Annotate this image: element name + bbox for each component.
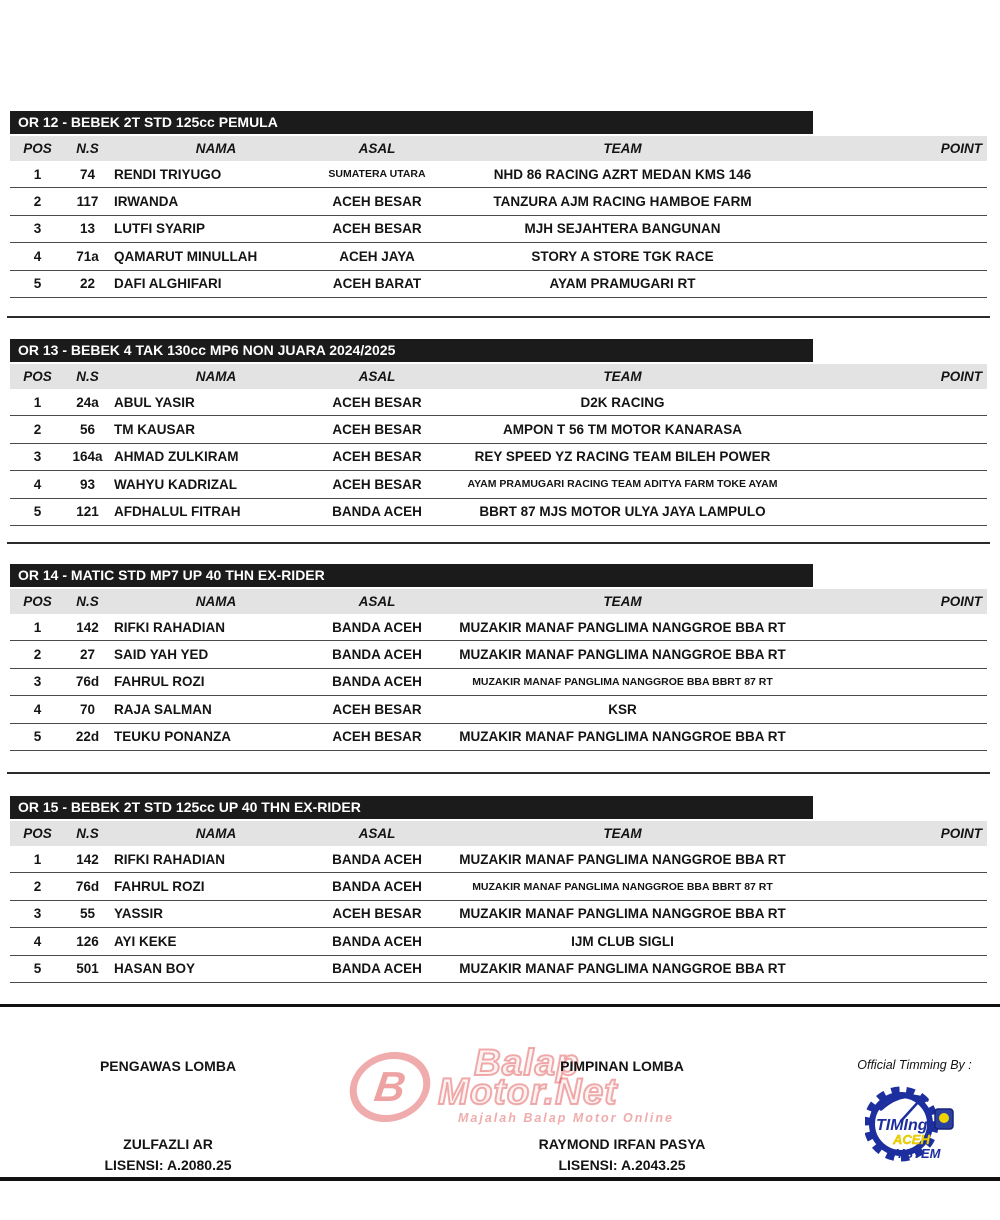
table-row: [10, 614, 987, 641]
watermark-b-icon: B: [345, 1052, 435, 1122]
nama-cell: TM KAUSAR: [114, 422, 195, 438]
svg-text:SYSTEM: SYSTEM: [887, 1146, 941, 1161]
asal-cell: ACEH BESAR: [332, 449, 422, 465]
ns-cell: 13: [79, 221, 96, 237]
nama-cell: RIFKI RAHADIAN: [114, 851, 225, 867]
col-header-nama: NAMA: [195, 141, 237, 156]
asal-cell: ACEH JAYA: [339, 248, 415, 264]
asal-cell: BANDA ACEH: [332, 879, 422, 895]
team-cell: MJH SEJAHTERA BANGUNAN: [524, 221, 721, 237]
asal-cell: BANDA ACEH: [332, 647, 422, 663]
asal-cell: ACEH BESAR: [332, 476, 422, 492]
nama-cell: TEUKU PONANZA: [114, 729, 231, 745]
ns-cell: 142: [76, 851, 99, 867]
col-header-ns: N.S: [76, 826, 99, 841]
official-timing-label: Official Timming By :: [857, 1058, 972, 1072]
pos-cell: 3: [33, 221, 42, 237]
ns-cell: 501: [76, 961, 99, 977]
col-header-nama: NAMA: [195, 594, 237, 609]
table-row: [10, 846, 987, 873]
ns-cell: 71a: [76, 248, 99, 264]
col-header-ns: N.S: [76, 369, 99, 384]
asal-cell: SUMATERA UTARA: [328, 168, 426, 181]
watermark-tagline: Majalah Balap Motor Online: [458, 1111, 674, 1125]
pos-cell: 2: [33, 879, 42, 895]
team-cell: TANZURA AJM RACING HAMBOE FARM: [493, 194, 752, 210]
nama-cell: HASAN BOY: [114, 961, 196, 977]
ns-cell: 70: [79, 701, 96, 717]
footer-bottom-rule: [0, 1177, 1000, 1181]
ns-cell: 76d: [75, 879, 100, 895]
pos-cell: 5: [33, 729, 42, 745]
ns-cell: 164a: [72, 449, 103, 465]
asal-cell: ACEH BESAR: [332, 221, 422, 237]
table-row: [10, 641, 987, 668]
ns-cell: 24a: [76, 394, 99, 410]
ns-cell: 56: [79, 422, 96, 438]
table-row: [10, 724, 987, 751]
race-title: OR 12 - BEBEK 2T STD 125cc PEMULA: [10, 111, 813, 134]
col-header-team: TEAM: [603, 369, 642, 384]
ns-cell: 93: [79, 476, 96, 492]
footer-top-rule: [0, 1004, 1000, 1007]
team-cell: AYAM PRAMUGARI RACING TEAM ADITYA FARM TOKE AYAM: [467, 478, 778, 491]
race-table-or15: [10, 796, 987, 983]
col-header-nama: NAMA: [195, 369, 237, 384]
ns-cell: 76d: [75, 674, 100, 690]
team-cell: REY SPEED YZ RACING TEAM BILEH POWER: [474, 449, 771, 465]
pos-cell: 3: [33, 449, 42, 465]
col-header-asal: ASAL: [358, 826, 396, 841]
table-header-row: [10, 589, 987, 614]
col-header-team: TEAM: [603, 594, 642, 609]
balapmotor-watermark-logo: [350, 1044, 674, 1125]
col-header-pos: POS: [23, 369, 52, 384]
pimpinan-lomba-title: PIMPINAN LOMBA: [560, 1058, 684, 1074]
col-header-team: TEAM: [603, 141, 642, 156]
team-cell: BBRT 87 MJS MOTOR ULYA JAYA LAMPULO: [479, 504, 766, 520]
col-header-asal: ASAL: [358, 141, 396, 156]
team-cell: STORY A STORE TGK RACE: [531, 248, 714, 264]
pos-cell: 1: [33, 619, 42, 635]
race-table-or13: [10, 339, 987, 526]
nama-cell: AHMAD ZULKIRAM: [114, 449, 239, 465]
ns-cell: 121: [76, 504, 99, 520]
race-table-or14: [10, 564, 987, 751]
section-divider: [7, 542, 990, 544]
team-cell: MUZAKIR MANAF PANGLIMA NANGGROE BBA RT: [459, 851, 786, 867]
table-row: [10, 873, 987, 900]
team-cell: MUZAKIR MANAF PANGLIMA NANGGROE BBA RT: [459, 647, 786, 663]
pos-cell: 1: [33, 166, 42, 182]
ns-cell: 22: [79, 276, 96, 292]
col-header-point: POINT: [940, 141, 982, 156]
nama-cell: WAHYU KADRIZAL: [114, 476, 237, 492]
table-header-row: [10, 136, 987, 161]
table-row: [10, 499, 987, 526]
table-row: [10, 188, 987, 215]
nama-cell: FAHRUL ROZI: [114, 879, 205, 895]
pos-cell: 1: [33, 851, 42, 867]
nama-cell: RIFKI RAHADIAN: [114, 619, 225, 635]
race-title: OR 15 - BEBEK 2T STD 125cc UP 40 THN EX-RIDER: [10, 796, 813, 819]
col-header-team: TEAM: [603, 826, 642, 841]
ns-cell: 142: [76, 619, 99, 635]
table-header-row: [10, 821, 987, 846]
ns-cell: 126: [76, 933, 99, 949]
nama-cell: IRWANDA: [114, 194, 179, 210]
pimpinan-license: LISENSI: A.2043.25: [558, 1157, 686, 1173]
col-header-pos: POS: [23, 141, 52, 156]
asal-cell: ACEH BESAR: [332, 422, 422, 438]
gear-icon: [865, 1083, 965, 1165]
col-header-point: POINT: [940, 826, 982, 841]
table-row: [10, 216, 987, 243]
pos-cell: 3: [33, 906, 42, 922]
table-row: [10, 243, 987, 270]
team-cell: NHD 86 RACING AZRT MEDAN KMS 146: [493, 166, 752, 182]
pos-cell: 4: [33, 476, 42, 492]
col-header-pos: POS: [23, 826, 52, 841]
table-row: [10, 956, 987, 983]
col-header-point: POINT: [940, 594, 982, 609]
team-cell: MUZAKIR MANAF PANGLIMA NANGGROE BBA RT: [459, 619, 786, 635]
team-cell: MUZAKIR MANAF PANGLIMA NANGGROE BBA RT: [459, 961, 786, 977]
pos-cell: 2: [33, 194, 42, 210]
ns-cell: 74: [79, 166, 96, 182]
table-row: [10, 389, 987, 416]
table-row: [10, 444, 987, 471]
nama-cell: DAFI ALGHIFARI: [114, 276, 222, 292]
pos-cell: 2: [33, 422, 42, 438]
col-header-ns: N.S: [76, 141, 99, 156]
timing-aceh-system-logo: [865, 1083, 965, 1170]
nama-cell: YASSIR: [114, 906, 164, 922]
table-row: [10, 901, 987, 928]
pos-cell: 2: [33, 647, 42, 663]
pos-cell: 5: [33, 504, 42, 520]
asal-cell: BANDA ACEH: [332, 851, 422, 867]
pos-cell: 4: [33, 933, 42, 949]
asal-cell: ACEH BESAR: [332, 729, 422, 745]
nama-cell: AYI KEKE: [114, 933, 177, 949]
pimpinan-name: RAYMOND IRFAN PASYA: [538, 1136, 706, 1152]
nama-cell: FAHRUL ROZI: [114, 674, 205, 690]
watermark-line2: Motor.Net: [438, 1071, 618, 1112]
table-row: [10, 669, 987, 696]
table-row: [10, 928, 987, 955]
pos-cell: 4: [33, 701, 42, 717]
table-header-row: [10, 364, 987, 389]
ns-cell: 55: [79, 906, 96, 922]
nama-cell: ABUL YASIR: [114, 394, 195, 410]
team-cell: MUZAKIR MANAF PANGLIMA NANGGROE BBA RT: [459, 729, 786, 745]
table-row: [10, 271, 987, 298]
team-cell: IJM CLUB SIGLI: [571, 933, 674, 949]
pengawas-name: ZULFAZLI AR: [123, 1136, 213, 1152]
section-divider: [7, 772, 990, 774]
nama-cell: LUTFI SYARIP: [114, 221, 206, 237]
svg-text:ACEH: ACEH: [893, 1132, 930, 1147]
ns-cell: 27: [79, 647, 96, 663]
section-divider: [7, 316, 990, 318]
asal-cell: BANDA ACEH: [332, 961, 422, 977]
col-header-point: POINT: [940, 369, 982, 384]
pos-cell: 4: [33, 248, 42, 264]
nama-cell: AFDHALUL FITRAH: [114, 504, 241, 520]
team-cell: MUZAKIR MANAF PANGLIMA NANGGROE BBA BBRT 87 RT: [472, 880, 773, 893]
nama-cell: SAID YAH YED: [114, 647, 209, 663]
watermark-line1: Balap: [474, 1042, 580, 1083]
race-table-or12: [10, 111, 987, 298]
col-header-asal: ASAL: [358, 594, 396, 609]
team-cell: D2K RACING: [580, 394, 665, 410]
asal-cell: BANDA ACEH: [332, 504, 422, 520]
asal-cell: ACEH BESAR: [332, 394, 422, 410]
team-cell: AYAM PRAMUGARI RT: [549, 276, 696, 292]
pengawas-lomba-title: PENGAWAS LOMBA: [99, 1058, 237, 1074]
nama-cell: QAMARUT MINULLAH: [114, 248, 258, 264]
svg-text:TIMIng: TIMIng: [876, 1117, 928, 1134]
pos-cell: 1: [33, 394, 42, 410]
pengawas-license: LISENSI: A.2080.25: [104, 1157, 232, 1173]
asal-cell: BANDA ACEH: [332, 619, 422, 635]
pos-cell: 5: [33, 276, 42, 292]
team-cell: KSR: [608, 701, 637, 717]
ns-cell: 117: [76, 194, 99, 210]
pos-cell: 3: [33, 674, 42, 690]
nama-cell: RAJA SALMAN: [114, 701, 212, 717]
team-cell: AMPON T 56 TM MOTOR KANARASA: [502, 422, 742, 438]
race-title: OR 13 - BEBEK 4 TAK 130cc MP6 NON JUARA 2024/2025: [10, 339, 813, 362]
ns-cell: 22d: [75, 729, 100, 745]
asal-cell: BANDA ACEH: [332, 933, 422, 949]
table-row: [10, 696, 987, 723]
team-cell: MUZAKIR MANAF PANGLIMA NANGGROE BBA BBRT 87 RT: [472, 675, 773, 688]
col-header-ns: N.S: [76, 594, 99, 609]
col-header-pos: POS: [23, 594, 52, 609]
race-title: OR 14 - MATIC STD MP7 UP 40 THN EX-RIDER: [10, 564, 813, 587]
table-row: [10, 161, 987, 188]
col-header-asal: ASAL: [358, 369, 396, 384]
table-row: [10, 471, 987, 498]
pos-cell: 5: [33, 961, 42, 977]
nama-cell: RENDI TRIYUGO: [114, 166, 222, 182]
table-row: [10, 416, 987, 443]
asal-cell: BANDA ACEH: [332, 674, 422, 690]
team-cell: MUZAKIR MANAF PANGLIMA NANGGROE BBA RT: [459, 906, 786, 922]
col-header-nama: NAMA: [195, 826, 237, 841]
asal-cell: ACEH BARAT: [332, 276, 422, 292]
asal-cell: ACEH BESAR: [332, 701, 422, 717]
asal-cell: ACEH BESAR: [332, 194, 422, 210]
asal-cell: ACEH BESAR: [332, 906, 422, 922]
